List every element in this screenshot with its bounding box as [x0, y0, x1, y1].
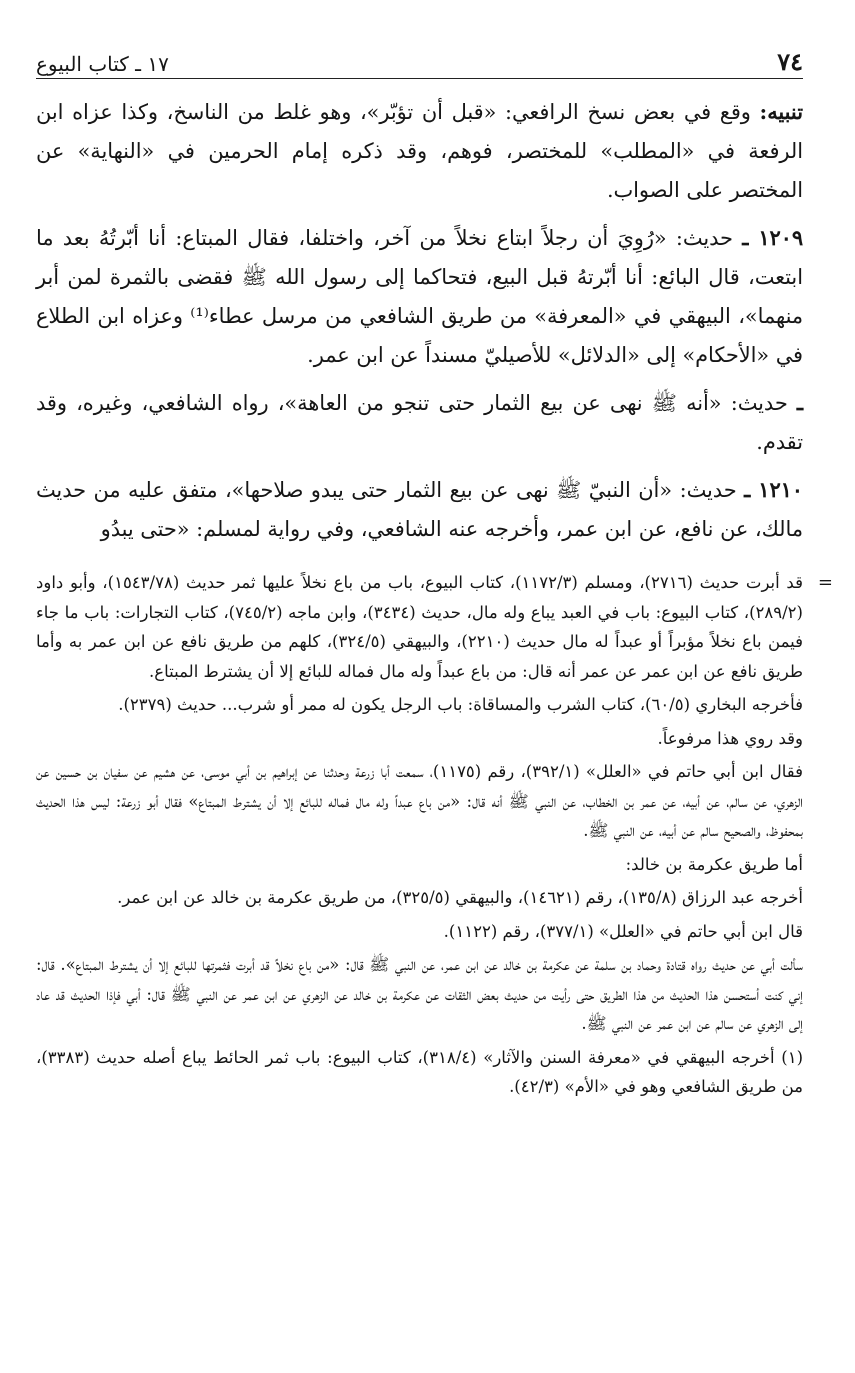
footnote-paragraph: فأخرجه البخاري (٦٠/٥)، كتاب الشرب والمساقاة: باب الرجل يكون له ممر أو شرب... حديث (٢٣٧٩). [118, 695, 803, 714]
hadith-number: ١٢٠٩ ـ [742, 225, 803, 250]
running-title: ١٧ ـ كتاب البيوع [36, 52, 169, 76]
main-text [36, 92, 803, 557]
hadith-text: حديث: «أنه ﷺ نهى عن بيع الثمار حتى تنجو من العاهة»، رواه الشافعي، وغيره، وقد تقدم. [36, 391, 803, 454]
hadith-text: حديث: «أن النبيّ ﷺ نهى عن بيع الثمار حتى يبدو صلاحها»، متفق عليه من حديث مالك، عن نافع، عن ابن عمر، وأخرجه عنه الشافعي، وفي رواية لمسلم: «حتى يبدُو [36, 478, 803, 541]
hadith-number: ١٢١٠ ـ [744, 477, 803, 502]
note-text: وقع في بعض نسخ الرافعي: «قبل أن تؤبّر»، وهو غلط من الناسخ، وكذا عزاه ابن الرفعة في «المطلب» للمختصر، فوهم، وقد ذكره إمام الحرمين في «النهاية» عن المختصر على الصواب. [36, 100, 803, 202]
footnote-paragraph: قد أبرت حديث (٢٧١٦)، ومسلم (١١٧٢/٣)، كتاب البيوع، باب من باع نخلاً عليها ثمر حديث (١٥٤٣/٧٨)، وأبو داود (٢٨٩/٢)، كتاب البيوع: باب في العبد يباع وله مال، حديث (٣٤٣٤)، وابن ماجه (٧٤٥/٢)، كتاب التجارات: باب ما جاء فيمن باع نخلاً مؤبراً أو عبداً له مال حديث (٢٢١٠)، والبيهقي (٣٢٤/٥)، كلهم من طريق نافع عن ابن عمر به وأما طريق نافع عن ابن عمر عن عمر أنه قال: من باع عبداً وله مال فماله للبائع إلا أن يشترط المبتاع. [36, 573, 803, 681]
footnote-paragraph: أخرجه عبد الرزاق (١٣٥/٨)، رقم (١٤٦٢١)، والبيهقي (٣٢٥/٥)، من طريق عكرمة بن خالد عن ابن عمر. [117, 888, 803, 907]
footnotes [36, 568, 833, 1106]
hadith-1209 [36, 218, 803, 375]
page-header [36, 38, 803, 79]
footnote-continuation-mark: = [817, 572, 833, 593]
hadith-unnumbered [36, 383, 803, 462]
page-number: ٧٤ [777, 47, 803, 76]
footnote-paragraph: سألت أبي عن حديث رواه قتادة وحماد بن سلمة عن عكرمة بن خالد عن ابن عمر، عن النبي ﷺ قال: «من باع نخلاً قد أبرت فثمرتها للبائع إلا أن يشترط المبتاع». قال: إني كنت أستحسن هذا الحديث من هذا الطريق حتى رأيت من حديث بعض الثقات عن عكرمة بن خالد عن الزهري عن ابن عمر عن النبي ﷺ قال: أبي فإذا الحديث قد عاد إلى الزهري عن سالم عن ابن عمر عن النبي ﷺ. [36, 955, 803, 1033]
footnote-paragraph: فقال ابن أبي حاتم في «العلل» (٣٩٢/١)، رقم (١١٧٥)، سمعت أبا زرعة وحدثنا عن إبراهيم بن أبي موسى، عن هشيم عن سفيان بن حسين عن الزهري، عن سالم، عن أبيه، عن عمر بن الخطاب، عن النبي ﷺ أنه قال: «من باع عبداً وله مال فماله للبائع إلا أن يشترط المبتاع» فقال أبو زرعة: ليس هذا الحديث بمحفوظ، والصحيح سالم عن أبيه، عن النبي ﷺ. [36, 762, 804, 840]
footnote-1: (١) أخرجه البيهقي في «معرفة السنن والآثار» (٣١٨/٤)، كتاب البيوع: باب ثمر الحائط يباع أصله حديث (٣٣٨٣)، من طريق الشافعي وهو في «الأم» (٤٢/٣). [36, 1047, 803, 1096]
hadith-1210 [36, 470, 803, 549]
hadith-dash: ـ [796, 390, 803, 415]
footnote-paragraph: قال ابن أبي حاتم في «العلل» (٣٧٧/١)، رقم (١١٢٢). [443, 921, 803, 941]
footnote-paragraph: أما طريق عكرمة بن خالد: [625, 854, 803, 874]
note-paragraph [36, 92, 803, 210]
note-label: تنبيه: [759, 99, 803, 124]
footnote-paragraph: وقد روي هذا مرفوعاً. [657, 728, 803, 748]
hadith-text: حديث: «رُوِيَ أن رجلاً ابتاع نخلاً من آخر، واختلفا، فقال المبتاع: أنا أبّرتُهُ بعد ما ابتعت، قال البائع: أنا أبّرتهُ قبل البيع، فتحاكما إلى رسول الله ﷺ فقضى بالثمرة لمن أبر منهما»، البيهقي في «المعرفة» من طريق الشافعي من مرسل عطاء⁽¹⁾ وعزاه ابن الطلاع في «الأحكام» إلى «الدلائل» للأصيليّ مسنداً عن ابن عمر. [36, 226, 803, 367]
